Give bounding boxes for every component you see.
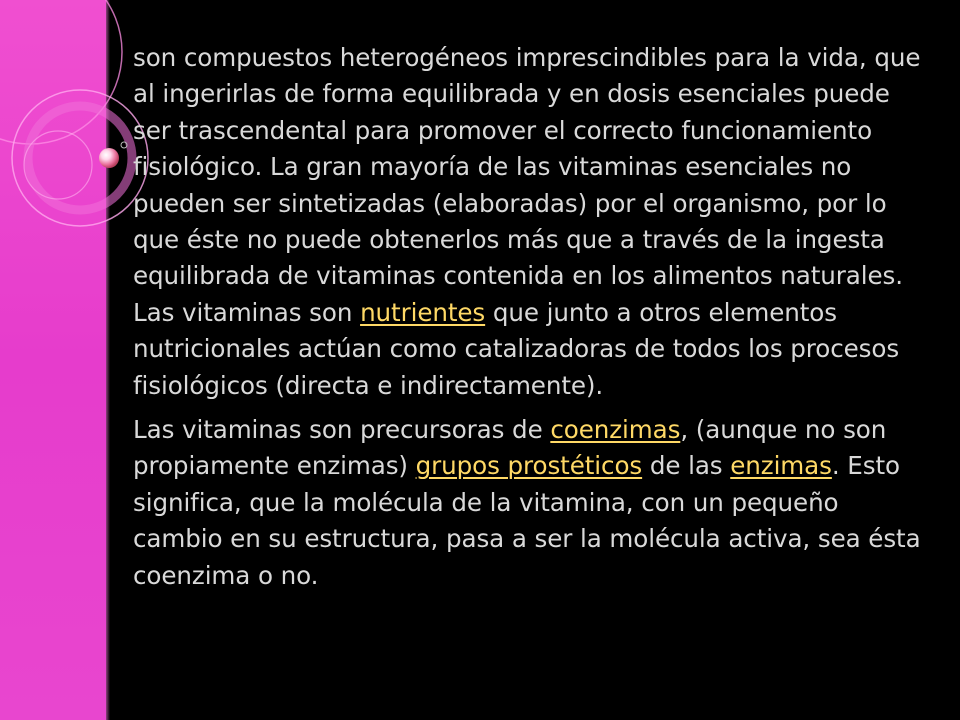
paragraph1-text-end: que junto a otros elementos nutricionales actúan como catalizadoras de todos los procesos fisiológicos (directa e indirectamente). (133, 297, 900, 400)
decorative-circles (0, 0, 140, 300)
deco-ring-small (24, 131, 92, 199)
paragraph1-text-start: son compuestos heterogéneos imprescindibles para la vida, que al ingerirlas de forma equilibrada y en dosis esenciales puede ser trascendental para promover el correcto funcionamiento fisiológico. La gran mayoría de las vitaminas esenciales no pueden ser sintetizadas (elaboradas) por el organismo, por lo que éste no puede obtenerlos más que a través de la ingesta equilibrada de vitaminas contenida en los alimentos naturales. Las vitaminas son (133, 43, 921, 327)
slide-body-text (133, 40, 923, 594)
link-nutrientes[interactable]: nutrientes (360, 297, 486, 327)
paragraph2-text-1: Las vitaminas son precursoras de (133, 415, 551, 445)
paragraph2-text-2: , (aunque no son propiamente enzimas) (133, 415, 887, 481)
link-coenzimas[interactable]: coenzimas (550, 415, 681, 445)
paragraph-vitamins-precursors (133, 412, 923, 594)
paragraph2-text-4: . Esto significa, que la molécula de la vitamina, con un pequeño cambio en su estructura, pasa a ser la molécula activa, sea ésta coenzima o no. (133, 451, 921, 590)
link-enzimas[interactable]: enzimas (730, 451, 832, 481)
deco-orb (99, 148, 119, 168)
paragraph2-text-3: de las (642, 451, 731, 481)
deco-ring-large (0, 0, 122, 144)
paragraph-vitamins-definition (133, 40, 923, 404)
link-grupos-prosteticos[interactable]: grupos prostéticos (415, 451, 643, 481)
